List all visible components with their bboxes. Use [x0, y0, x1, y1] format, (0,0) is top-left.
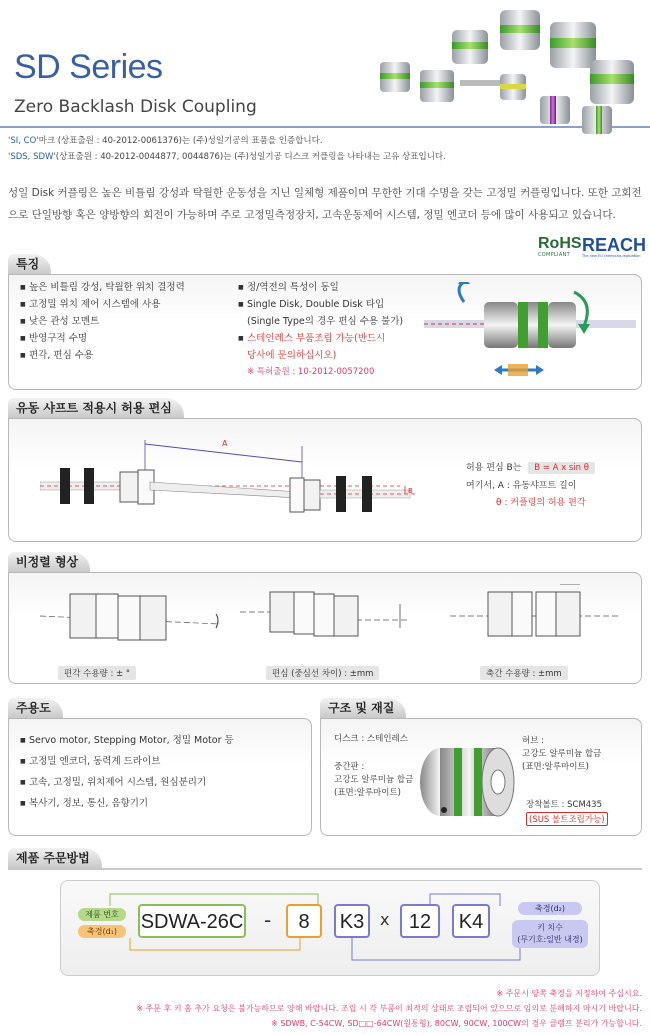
- trademark-line-1: 'SI, CO'마크 (상표출원 : 40-2012-0061376)는 (주)성일기공의 표품을 인증합니다.: [8, 136, 323, 146]
- dim-a-label: A: [222, 439, 228, 448]
- parallel-label: 편심 (중심선 차이) : ±mm: [266, 666, 379, 680]
- note-2: ※ 주문 후 키 홈 추가 요청은 불가능하므로 양해 바랍니다. 조립 시 각 부품이 최적의 상태로 조립되어 있으므로 임의로 분해하지 마시기 바랍니다.: [136, 1004, 642, 1013]
- structure-hub-material: 고강도 알루미늄 합금: [522, 749, 602, 759]
- list-item: ■ 높은 비틀림 강성, 탁월한 위치 결정력: [20, 279, 185, 296]
- section-tab-features: 특징: [8, 254, 51, 274]
- angular-diagram: [40, 594, 220, 640]
- list-item: ■ 스테인레스 부품조립 가능(반드시: [238, 330, 403, 347]
- list-item: ■ 복사기, 정보, 통신, 음향기기: [20, 793, 234, 814]
- code-bore1: 8: [286, 904, 322, 938]
- intro-paragraph: 성일 Disk 커플링은 높은 비틀림 강성과 탁월한 운동성을 지닌 일체형 제품이며 무한한 기대 수명을 갖는 고정밀 커플링입니다. 또한 고회전으로 단일방향 혹은 양방향의 회전이 가능하며 주로 고정밀측정장치, 고속운동제어 시스템, 정밀 엔코더 등에 많이 사용되고 있습니다.: [8, 187, 642, 221]
- structure-hub-surface: (표면:알루마이트): [522, 762, 589, 772]
- code-dash: -: [264, 908, 272, 932]
- list-item: ■ Servo motor, Stepping Motor, 정밀 Motor 등: [20, 730, 234, 751]
- order-divider: [8, 868, 642, 870]
- floating-shaft-diagram: [40, 432, 420, 532]
- structure-bolt-note: (SUS 볼트조립가능): [526, 812, 608, 826]
- label-bore-d2: 축경(d₂): [518, 902, 582, 915]
- floating-def-theta: θ : 커플링의 허용 편각: [496, 498, 586, 508]
- formula-box: B = A x sin θ: [528, 462, 595, 474]
- parallel-diagram: [240, 592, 410, 636]
- angular-label: 편각 수용량 : ± °: [58, 666, 136, 680]
- page-subtitle: Zero Backlash Disk Coupling: [14, 97, 257, 117]
- list-item: 당사에 문의하십시오): [247, 350, 337, 361]
- structure-mid-material: 고강도 알루미늄 합금: [334, 775, 414, 785]
- structure-disk: 디스크 : 스테인레스: [334, 734, 408, 744]
- section-tab-misalign: 비정렬 형상: [8, 552, 90, 572]
- list-item: ■ 낮은 관성 모멘트: [20, 313, 185, 330]
- structure-mid-title: 중간판 :: [334, 762, 365, 772]
- list-item: ■ 고정밀 엔코더, 동력계 드라이브: [20, 751, 234, 772]
- note-1: ※ 주문시 양쪽 축경을 지정하여 주십시요.: [496, 989, 642, 998]
- code-product: SDWA-26C: [138, 904, 246, 938]
- features-left-list: [20, 279, 185, 364]
- misalign-diagrams: [20, 584, 630, 646]
- axial-label: 축간 수용량 : ±mm: [480, 666, 568, 680]
- coupling-cutaway-image: [418, 740, 518, 824]
- axial-diagram: [450, 584, 620, 636]
- code-key2: K4: [452, 904, 490, 938]
- section-tab-structure: 구조 및 재질: [320, 698, 406, 718]
- trademark-line-2: 'SDS, SDW'(상표출원 : 40-2012-0044877, 0044876)는 (주)성일기공 디스크 커플링을 나타내는 고유 상표입니다.: [8, 152, 446, 162]
- list-item: ■ 고속, 고정밀, 위치제어 시스템, 원심분리기: [20, 772, 234, 793]
- reach-logo: REACH The new EU chemicals legislation: [582, 235, 647, 258]
- patent-note: ※ 특허출원 : 10-2012-0057200: [247, 367, 375, 377]
- rohs-logo: RoHS COMPLIANT: [538, 235, 582, 258]
- label-product-number: 제품 번호: [78, 908, 126, 921]
- structure-mid-surface: (표면:알루마이트): [334, 788, 401, 798]
- features-right-list: [238, 279, 403, 381]
- code-bore2: 12: [400, 904, 440, 938]
- structure-hub-title: 허브 :: [522, 736, 544, 746]
- section-tab-applications: 주용도: [8, 698, 63, 718]
- list-item: ■ 편각, 편심 수용: [20, 347, 185, 364]
- floating-formula-line: 허용 편심 B는 B = A x sin θ: [466, 460, 595, 473]
- list-item: (Single Type의 경우 편심 수용 불가): [247, 316, 404, 327]
- product-image: [360, 0, 650, 138]
- label-bore-d1: 축경(d₁): [78, 925, 126, 938]
- code-x: x: [380, 910, 390, 929]
- list-item: ■ 반영구적 수명: [20, 330, 185, 347]
- page-title: SD Series: [14, 48, 163, 86]
- code-key1: K3: [334, 904, 370, 938]
- applications-list: [20, 730, 234, 814]
- note-3: ※ SDWB, C-54CW, SD□□-64CW(원통형), 80CW, 90CW, 100CW의 경우 클램프 분리가 가능합니다.: [271, 1019, 642, 1028]
- coupling-rotation-diagram: [424, 282, 636, 382]
- floating-def-a: 여기서, A : 유동샤프트 길이: [466, 481, 577, 491]
- label-key-size: 키 치수 (무기호:일반 내경): [512, 920, 588, 948]
- list-item: ■ Single Disk, Double Disk 타입: [238, 296, 403, 313]
- section-tab-floating: 유동 샤프트 적용시 허용 편심: [8, 398, 184, 418]
- section-tab-order: 제품 주문방법: [8, 848, 102, 868]
- list-item: ■ 고정밀 위치 제어 시스템에 사용: [20, 296, 185, 313]
- list-item: ■ 정/역전의 특성이 동일: [238, 279, 403, 296]
- dim-b-label: B: [408, 487, 413, 495]
- structure-bolt: 장착볼트 : SCM435: [526, 800, 603, 810]
